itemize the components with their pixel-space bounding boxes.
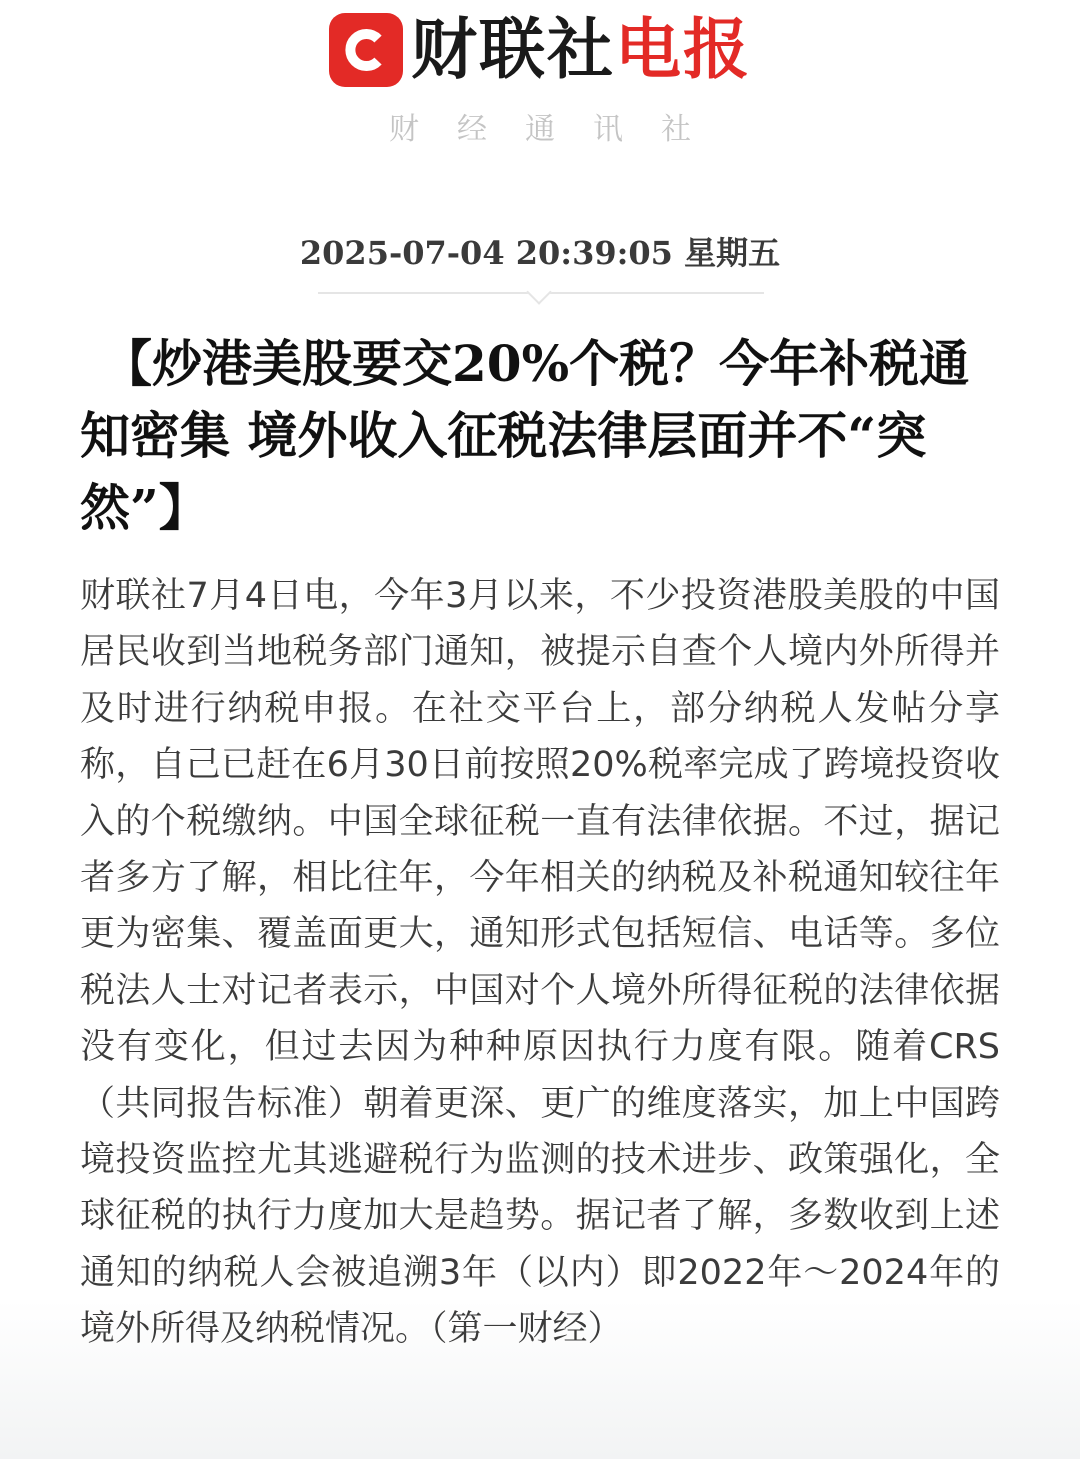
c-letter-icon — [329, 13, 403, 87]
brand-tagline: 财经通讯社 — [389, 112, 729, 147]
brand-header — [0, 10, 1080, 90]
article-headline: 【炒港美股要交20%个税？今年补税通知密集 境外收入征税法律层面并不“突然”】 — [80, 334, 970, 537]
date-line — [0, 228, 1080, 274]
article-body: 财联社7月4日电，今年3月以来，不少投资港股美股的中国居民收到当地税务部门通知，被提示自查个人境内外所得并及时进行纳税申报。在社交平台上，部分纳税人发帖分享称，自己已赶在6月30日前按照20%税率完成了跨境投资收入的个税缴纳。中国全球征税一直有法律依据。不过，据记者多方了解，相比往年，今年相关的纳税及补税通知较往年更为密集、覆盖面更大，通知形式包括短信、电话等。多位税法人士对记者表示，中国对个人境外所得征税的法律依据没有变化，但过去因为种种原因执行力度有限。随着CRS（共同报告标准）朝着更深、更广的维度落实，加上中国跨境投资监控尤其逃避税行为监测的技术进步、政策强化，全球征税的执行力度加大是趋势。据记者了解，多数收到上述通知的纳税人会被追溯3年（以内）即2022年～2024年的境外所得及纳税情况。（第一财经） — [80, 576, 1000, 1350]
brand-name: 财联社 — [411, 11, 615, 88]
divider-notch — [526, 279, 551, 304]
brand-name-highlight: 电报 — [615, 11, 751, 88]
publish-datetime: 2025-07-04 20:39:05 星期五 — [299, 234, 781, 272]
brand-logo — [411, 10, 751, 90]
